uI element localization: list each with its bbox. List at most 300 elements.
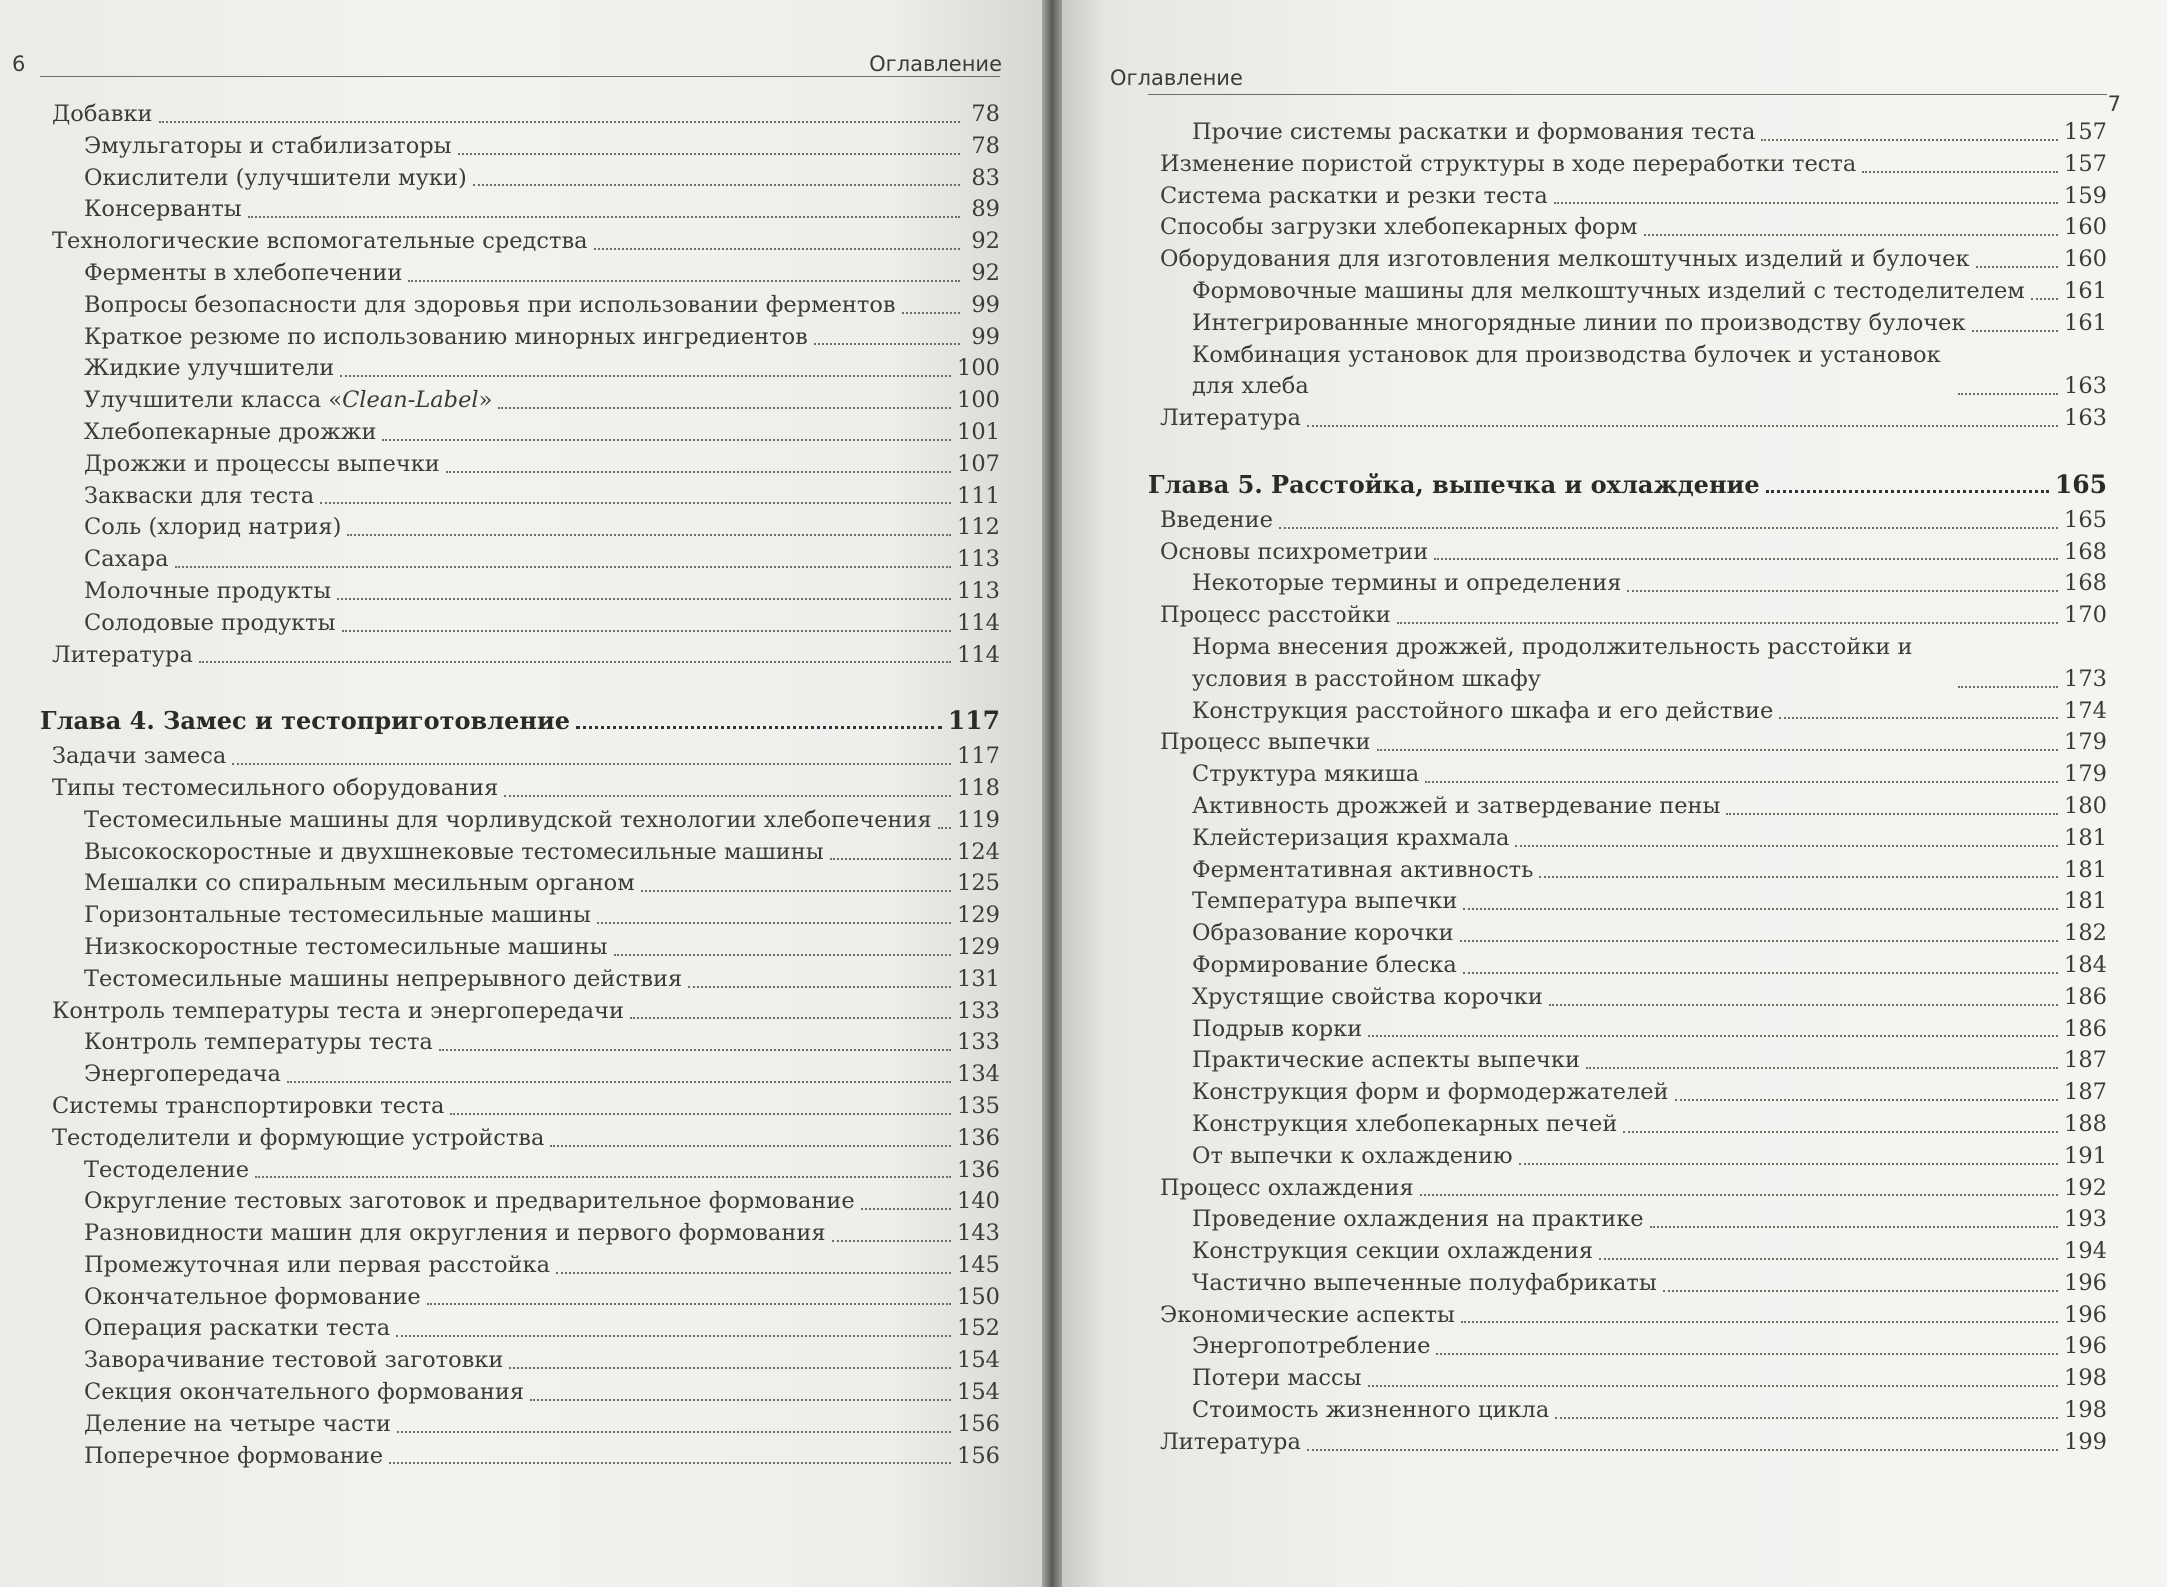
toc-entry-page: 78: [971, 132, 1000, 159]
dot-leader: [340, 375, 951, 377]
toc-entry-label: Процесс расстойки: [1160, 602, 1391, 629]
toc-entry[interactable]: [1148, 1014, 2107, 1046]
toc-entry-page: 143: [957, 1220, 1000, 1247]
toc-entry[interactable]: [1148, 1331, 2107, 1363]
chapter-page: 117: [947, 706, 1000, 736]
toc-entry[interactable]: [1148, 855, 2107, 887]
dot-leader: [1368, 1385, 2059, 1387]
toc-entry[interactable]: [40, 1123, 1000, 1155]
dot-leader: [337, 598, 951, 600]
toc-entry[interactable]: [1148, 212, 2107, 244]
toc-entry-label: Сахара: [84, 546, 169, 573]
toc-entry-page: 140: [957, 1188, 1000, 1215]
toc-entry-page: 150: [957, 1283, 1000, 1310]
toc-entry-page: 161: [2064, 309, 2107, 336]
toc-entry[interactable]: [40, 322, 1000, 354]
toc-entry-label: Соль (хлорид натрия): [84, 514, 342, 541]
toc-entry-page: 198: [2064, 1365, 2107, 1392]
toc-entry-page: 191: [2064, 1142, 2107, 1169]
toc-entry[interactable]: [1148, 696, 2107, 728]
toc-entry[interactable]: [40, 163, 1000, 195]
toc-entry-page: 168: [2064, 538, 2107, 565]
toc-entry-label: Образование корочки: [1192, 920, 1454, 947]
toc-entry-label: Промежуточная или первая расстойка: [84, 1251, 551, 1278]
dot-leader: [861, 1208, 951, 1210]
running-head: [1110, 66, 2121, 116]
chapter-heading[interactable]: [1148, 469, 2107, 501]
toc-entry[interactable]: [40, 576, 1000, 608]
toc-entry-label: Жидкие улучшители: [84, 355, 335, 382]
toc-entry-page: 124: [957, 838, 1000, 865]
dot-leader: [814, 343, 960, 345]
toc-entry[interactable]: [1148, 537, 2107, 569]
dot-leader: [255, 1176, 951, 1178]
toc-entry[interactable]: [1148, 1141, 2107, 1173]
toc-entry-page: 192: [2064, 1174, 2107, 1201]
page-number: 7: [2107, 92, 2121, 116]
chapter-page: 165: [2054, 469, 2107, 499]
toc-entry-page: 114: [957, 609, 1000, 636]
toc-entry-page: 179: [2064, 729, 2107, 756]
toc-entry-label: Окончательное формование: [84, 1283, 421, 1310]
toc-entry-page: 133: [957, 1029, 1000, 1056]
dot-leader: [342, 630, 952, 632]
toc-entry-page: 194: [2064, 1238, 2107, 1265]
toc-entry-page: 179: [2064, 761, 2107, 788]
toc-entry[interactable]: [40, 608, 1000, 640]
dot-leader: [1420, 1194, 2058, 1196]
toc-entry-page: 154: [957, 1347, 1000, 1374]
toc-entry-page: 160: [2064, 246, 2107, 273]
toc-entry-page: 133: [957, 997, 1000, 1024]
toc-entry-page: 196: [2064, 1333, 2107, 1360]
toc-entry[interactable]: [1148, 1300, 2107, 1332]
dot-leader: [1726, 813, 2058, 815]
toc-entry-page: 199: [2064, 1428, 2107, 1455]
toc-entry[interactable]: [40, 417, 1000, 449]
toc-entry-page: 99: [971, 323, 1000, 350]
dot-leader: [1519, 1163, 2058, 1165]
dot-leader: [1307, 425, 2058, 427]
toc-entry-page: 78: [971, 101, 1000, 127]
toc-entry-label: Контроль температуры теста: [84, 1029, 433, 1056]
toc-entry-page: 165: [2064, 506, 2107, 533]
toc-entry-label: Секция окончательного формования: [84, 1379, 525, 1406]
toc-entry-label: Частично выпеченные полуфабрикаты: [1192, 1269, 1657, 1296]
toc-entry[interactable]: [1148, 1173, 2107, 1205]
dot-leader: [287, 1081, 951, 1083]
toc-entry-label: Поперечное формование: [84, 1442, 384, 1469]
toc-entry[interactable]: [40, 226, 1000, 258]
toc-entry-page: 186: [2064, 983, 2107, 1010]
toc-entry[interactable]: [40, 1027, 1000, 1059]
dot-leader: [1675, 1099, 2059, 1101]
right-page: [1062, 0, 2167, 1587]
toc-entry-label: Конструкция форм и формодержателей: [1192, 1079, 1669, 1106]
toc-entry[interactable]: [40, 1155, 1000, 1187]
toc-entry-page: 174: [2064, 697, 2107, 724]
running-head-title: Оглавление: [1110, 66, 1243, 90]
toc-entry-label: Интегрированные многорядные линии по производству булочек: [1192, 309, 1966, 336]
toc-entry[interactable]: [1148, 1204, 2107, 1236]
toc-entry[interactable]: [40, 544, 1000, 576]
toc-entry-label: Заворачивание тестовой заготовки: [84, 1347, 504, 1374]
dot-leader: [1549, 1004, 2058, 1006]
toc-entry[interactable]: [40, 1345, 1000, 1377]
dot-leader: [1627, 590, 2058, 592]
toc-entry-page: 157: [2064, 150, 2107, 177]
dot-leader: [556, 1272, 951, 1274]
toc-entry[interactable]: [40, 964, 1000, 996]
toc-entry-page: 101: [957, 418, 1000, 445]
toc-entry[interactable]: [1148, 117, 2107, 149]
toc-entry[interactable]: [1148, 308, 2107, 340]
toc-entry[interactable]: [1148, 1236, 2107, 1268]
dot-leader: [382, 439, 951, 441]
toc-entry[interactable]: [1148, 1077, 2107, 1109]
toc-entry-label: Конструкция расстойного шкафа и его действие: [1192, 697, 1774, 724]
dot-leader: [1397, 622, 2058, 624]
toc-entry-label: От выпечки к охлаждению: [1192, 1142, 1513, 1169]
book-gutter: [1042, 0, 1062, 1587]
dot-leader: [1554, 202, 2058, 204]
dot-leader: [1663, 1290, 2058, 1292]
toc-entry-label: Тестомесильные машины для чорливудской технологии хлебопечения: [84, 806, 932, 833]
toc-entry[interactable]: [40, 741, 1000, 773]
toc-entry-page: 99: [971, 291, 1000, 318]
toc-entry[interactable]: [1148, 1268, 2107, 1300]
toc-entry[interactable]: [40, 353, 1000, 385]
toc-entry-page: 186: [2064, 1015, 2107, 1042]
toc-entry-page: 92: [971, 228, 1000, 255]
toc-entry-page: 181: [2064, 824, 2107, 851]
toc-entry-label: Температура выпечки: [1192, 888, 1458, 915]
toc-entry[interactable]: [1148, 181, 2107, 213]
toc-entry-page: 129: [957, 902, 1000, 929]
toc-entry-label: Некоторые термины и определения: [1192, 570, 1622, 597]
toc-entry[interactable]: [40, 1441, 1000, 1473]
page-number: 6: [12, 52, 26, 76]
dot-leader: [1377, 749, 2059, 751]
toc-entry[interactable]: [40, 640, 1000, 672]
toc-entry[interactable]: [40, 258, 1000, 290]
dot-leader: [1515, 845, 2058, 847]
toc-entry-page: 159: [2064, 182, 2107, 209]
toc-entry-label: Задачи замеса: [52, 743, 227, 770]
toc-entry[interactable]: [40, 900, 1000, 932]
toc-entry-label: Дрожжи и процессы выпечки: [84, 450, 440, 477]
toc-entry-page: 156: [957, 1410, 1000, 1437]
dot-leader: [641, 890, 951, 892]
toc-entry-label: Ферменты в хлебопечении: [84, 259, 403, 286]
toc-entry-label: Практические аспекты выпечки: [1192, 1047, 1580, 1074]
dot-leader: [550, 1145, 951, 1147]
dot-leader: [389, 1462, 951, 1464]
toc-entry[interactable]: [1148, 1109, 2107, 1141]
toc-entry[interactable]: [1148, 403, 2107, 435]
toc-entry-page: 107: [957, 450, 1000, 477]
toc-entry-label: Низкоскоростные тестомесильные машины: [84, 933, 608, 960]
dot-leader: [199, 661, 951, 663]
toc-entry[interactable]: [40, 1409, 1000, 1441]
toc-entry-page: 181: [2064, 888, 2107, 915]
toc-entry-label: Добавки: [52, 101, 153, 127]
dot-leader: [450, 1113, 951, 1115]
toc-entry[interactable]: [40, 868, 1000, 900]
toc-entry[interactable]: [40, 1377, 1000, 1409]
dot-leader: [1461, 1321, 2058, 1323]
dot-leader: [1425, 781, 2058, 783]
toc-entry-label: Оборудования для изготовления мелкоштучных изделий и булочек: [1160, 246, 1970, 273]
toc-entry[interactable]: [40, 481, 1000, 513]
toc-entry-label: Проведение охлаждения на практике: [1192, 1206, 1644, 1233]
toc-entry-page: 173: [2064, 665, 2107, 692]
toc-entry-page: 89: [971, 196, 1000, 223]
running-head-title: Оглавление: [869, 52, 1002, 76]
dot-leader: [576, 726, 942, 729]
chapter-title: Глава 5. Расстойка, выпечка и охлаждение: [1148, 469, 1760, 499]
toc-entry-label: Формирование блеска: [1192, 951, 1457, 978]
toc-entry-label: Округление тестовых заготовок и предварительное формование: [84, 1188, 855, 1215]
toc-entry[interactable]: [1148, 149, 2107, 181]
toc-entry[interactable]: [40, 290, 1000, 322]
dot-leader: [396, 1335, 951, 1337]
toc-entry-label: Вопросы безопасности для здоровья при использовании ферментов: [84, 291, 896, 318]
toc-entry-label: Комбинация установок для производства булочек и установок для хлеба: [1192, 341, 1941, 400]
toc-entry[interactable]: [40, 996, 1000, 1028]
dot-leader: [688, 986, 951, 988]
toc-entry-label: Молочные продукты: [84, 577, 332, 604]
toc-entry-label: Основы психрометрии: [1160, 538, 1429, 565]
toc-entry-page: 113: [957, 546, 1000, 573]
toc-entry-page: 193: [2064, 1206, 2107, 1233]
toc-entry-label: Консерванты: [84, 196, 242, 223]
table-of-contents: [1148, 117, 2107, 435]
toc-entry[interactable]: [1148, 1395, 2107, 1427]
toc-entry[interactable]: [40, 1282, 1000, 1314]
toc-entry[interactable]: [40, 1250, 1000, 1282]
toc-entry[interactable]: [40, 385, 1000, 417]
toc-entry-page: 145: [957, 1251, 1000, 1278]
toc-entry[interactable]: [1148, 340, 2107, 404]
dot-leader: [175, 566, 951, 568]
dot-leader: [1761, 139, 2058, 141]
toc-entry[interactable]: [40, 99, 1000, 131]
toc-entry-page: 180: [2064, 792, 2107, 819]
toc-entry-page: 136: [957, 1124, 1000, 1151]
toc-entry-page: 160: [2064, 214, 2107, 241]
toc-entry-label: Эмульгаторы и стабилизаторы: [84, 132, 452, 159]
toc-entry[interactable]: [1148, 791, 2107, 823]
toc-entry-page: 170: [2064, 602, 2107, 629]
toc-entry[interactable]: [40, 1186, 1000, 1218]
toc-entry[interactable]: [1148, 1363, 2107, 1395]
toc-entry-label: Тестомесильные машины непрерывного действия: [84, 965, 683, 992]
dot-leader: [2031, 298, 2058, 300]
toc-entry-label: Закваски для теста: [84, 482, 315, 509]
toc-entry[interactable]: [1148, 759, 2107, 791]
toc-entry-label: Прочие системы раскатки и формования теста: [1192, 119, 1756, 145]
dot-leader: [509, 1367, 951, 1369]
toc-entry-label: Структура мякиша: [1192, 761, 1420, 788]
toc-entry[interactable]: [40, 512, 1000, 544]
dot-leader: [1555, 1417, 2058, 1419]
dot-leader: [439, 1049, 951, 1051]
chapter-contents: [1148, 505, 2107, 1459]
toc-entry-page: 182: [2064, 920, 2107, 947]
toc-entry-page: 135: [957, 1092, 1000, 1119]
toc-entry-page: 181: [2064, 856, 2107, 883]
toc-entry-label: Ферментативная активность: [1192, 856, 1534, 883]
dot-leader: [597, 922, 951, 924]
toc-entry[interactable]: [1148, 1045, 2107, 1077]
toc-entry-label: Разновидности машин для округления и первого формования: [84, 1220, 826, 1247]
toc-entry[interactable]: [40, 773, 1000, 805]
toc-entry-label: Окислители (улучшители муки): [84, 164, 467, 191]
toc-entry-label: Улучшители класса «Clean-Label»: [84, 387, 493, 414]
toc-entry-label: Хрустящие свойства корочки: [1192, 983, 1543, 1010]
toc-entry[interactable]: [40, 1313, 1000, 1345]
toc-entry[interactable]: [1148, 1427, 2107, 1459]
toc-entry-label: Активность дрожжей и затвердевание пены: [1192, 792, 1721, 819]
dot-leader: [498, 407, 951, 409]
dot-leader: [594, 248, 960, 250]
toc-entry-label: Стоимость жизненного цикла: [1192, 1397, 1550, 1424]
dot-leader: [1599, 1258, 2058, 1260]
toc-entry[interactable]: [1148, 950, 2107, 982]
dot-leader: [504, 795, 951, 797]
dot-leader: [397, 1431, 951, 1433]
toc-entry-page: 100: [957, 387, 1000, 414]
dot-leader: [1436, 1353, 2058, 1355]
toc-entry-page: 184: [2064, 951, 2107, 978]
toc-entry[interactable]: [40, 932, 1000, 964]
running-head: [12, 52, 1002, 77]
dot-leader: [1307, 1449, 2058, 1451]
toc-entry-label: Литература: [52, 641, 193, 668]
toc-entry-page: 196: [2064, 1269, 2107, 1296]
dot-leader: [938, 827, 951, 829]
dot-leader: [1862, 171, 2058, 173]
dot-leader: [1644, 234, 2059, 236]
toc-entry[interactable]: [40, 1059, 1000, 1091]
toc-entry-page: 187: [2064, 1079, 2107, 1106]
toc-entry-label: Технологические вспомогательные средства: [52, 228, 588, 255]
dot-leader: [1623, 1131, 2058, 1133]
toc-entry[interactable]: [1148, 276, 2107, 308]
toc-entry[interactable]: [1148, 918, 2107, 950]
toc-entry[interactable]: [40, 194, 1000, 226]
dot-leader: [1368, 1035, 2058, 1037]
toc-entry-label: Формовочные машины для мелкоштучных изделий с тестоделителем: [1192, 277, 2025, 304]
dot-leader: [1434, 558, 2058, 560]
toc-entry-page: 154: [957, 1379, 1000, 1406]
dot-leader: [630, 1017, 951, 1019]
toc-entry-page: 113: [957, 577, 1000, 604]
dot-leader: [1460, 940, 2058, 942]
toc-entry[interactable]: [1148, 727, 2107, 759]
dot-leader: [1779, 717, 2058, 719]
toc-entry[interactable]: [40, 805, 1000, 837]
toc-entry[interactable]: [1148, 244, 2107, 276]
toc-entry-page: 129: [957, 933, 1000, 960]
toc-entry[interactable]: [1148, 886, 2107, 918]
toc-entry-label: Мешалки со спиральным месильным органом: [84, 870, 635, 897]
toc-entry-label: Солодовые продукты: [84, 609, 336, 636]
toc-entry-page: 114: [957, 641, 1000, 668]
dot-leader: [427, 1303, 951, 1305]
toc-entry-page: 156: [957, 1442, 1000, 1469]
toc-entry-page: 111: [957, 482, 1000, 509]
dot-leader: [830, 858, 951, 860]
toc-entry-page: 119: [957, 806, 1000, 833]
toc-entry-label: Изменение пористой структуры в ходе переработки теста: [1160, 150, 1857, 177]
chapter-title: Глава 4. Замес и тестоприготовление: [40, 706, 571, 736]
toc-entry-label: Тестоделители и формующие устройства: [52, 1124, 545, 1151]
toc-entry-page: 125: [957, 870, 1000, 897]
toc-entry-label: Тестоделение: [84, 1156, 250, 1183]
toc-entry-label: Подрыв корки: [1192, 1015, 1363, 1042]
toc-entry[interactable]: [40, 1091, 1000, 1123]
toc-entry-label: Экономические аспекты: [1160, 1301, 1455, 1328]
dot-leader: [1539, 876, 2058, 878]
toc-entry-page: 100: [957, 355, 1000, 382]
toc-entry-page: 92: [971, 259, 1000, 286]
toc-entry-label: Введение: [1160, 506, 1273, 533]
toc-entry-page: 131: [957, 965, 1000, 992]
toc-entry-page: 83: [971, 164, 1000, 191]
dot-leader: [248, 216, 960, 218]
dot-leader: [408, 280, 960, 282]
toc-entry-label: Норма внесения дрожжей, продолжительность расстойки и условия в расстойном шкафу: [1192, 633, 1913, 692]
dot-leader: [1972, 330, 2058, 332]
left-page: [0, 0, 1042, 1587]
toc-entry-label: Типы тестомесильного оборудования: [52, 774, 499, 801]
toc-entry-label: Процесс выпечки: [1160, 729, 1371, 756]
dot-leader: [1463, 972, 2058, 974]
toc-entry-label: Контроль температуры теста и энергопередачи: [52, 997, 624, 1024]
toc-entry[interactable]: [40, 449, 1000, 481]
toc-entry[interactable]: [1148, 632, 2107, 696]
toc-entry-label: Операция раскатки теста: [84, 1315, 391, 1342]
chapter-contents: [40, 741, 1000, 1472]
toc-entry[interactable]: [1148, 568, 2107, 600]
toc-entry-page: 163: [2064, 405, 2107, 432]
toc-entry[interactable]: [1148, 600, 2107, 632]
toc-entry-label: Системы транспортировки теста: [52, 1092, 445, 1119]
toc-entry-label: Процесс охлаждения: [1160, 1174, 1414, 1201]
toc-entry-page: 196: [2064, 1301, 2107, 1328]
toc-entry[interactable]: [40, 837, 1000, 869]
toc-entry-page: 161: [2064, 277, 2107, 304]
toc-entry-label: Краткое резюме по использованию минорных ингредиентов: [84, 323, 808, 350]
toc-entry[interactable]: [1148, 823, 2107, 855]
chapter-heading[interactable]: [40, 705, 1000, 737]
toc-entry-page: 168: [2064, 570, 2107, 597]
dot-leader: [1586, 1067, 2058, 1069]
dot-leader: [1976, 266, 2058, 268]
dot-leader: [1958, 393, 2058, 395]
toc-entry-page: 117: [957, 743, 1000, 770]
toc-entry-page: 152: [957, 1315, 1000, 1342]
toc-entry-page: 112: [957, 514, 1000, 541]
table-of-contents: [40, 99, 1000, 671]
toc-entry[interactable]: [40, 131, 1000, 163]
dot-leader: [1279, 527, 2058, 529]
toc-entry[interactable]: [1148, 505, 2107, 537]
toc-entry[interactable]: [1148, 982, 2107, 1014]
toc-entry[interactable]: [40, 1218, 1000, 1250]
